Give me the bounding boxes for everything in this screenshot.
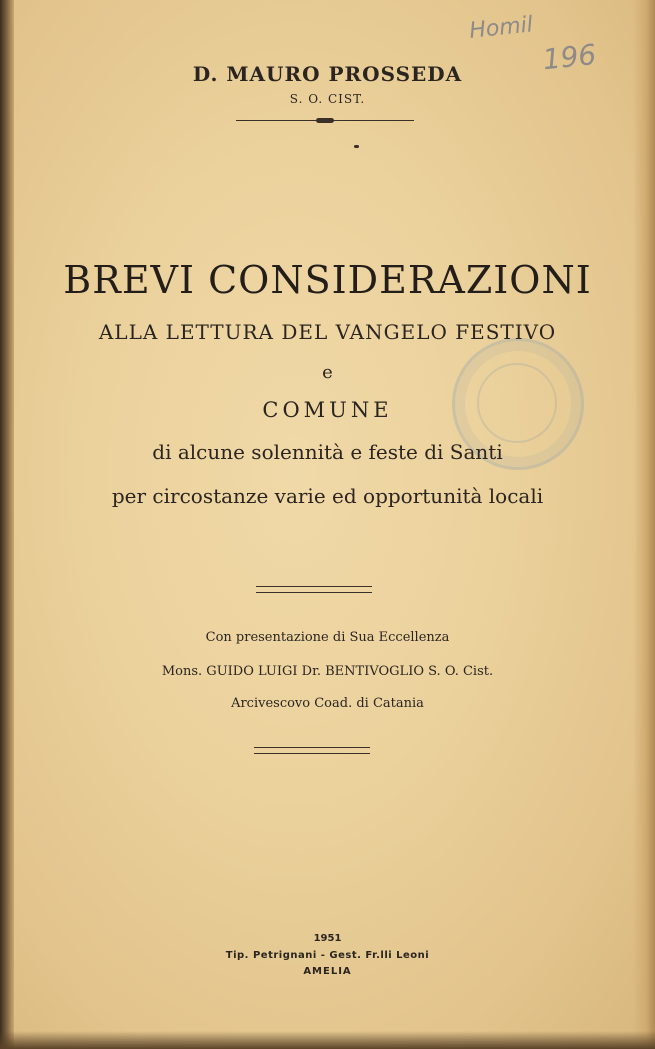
author-name: D. MAURO PROSSEDA — [192, 62, 463, 86]
book-spine-shadow — [0, 0, 14, 1049]
handwritten-line-1: Homil — [468, 12, 535, 44]
publication-year: 1951 — [313, 933, 342, 944]
page-edge-right — [633, 0, 655, 1049]
presentation-line-3: Arcivescovo Coad. di Catania — [231, 696, 424, 711]
header-ornament-center — [316, 118, 334, 123]
author-order: S. O. CIST. — [289, 92, 366, 106]
double-rule-divider — [254, 747, 370, 754]
book-subtitle-4: per circostanze varie ed opportunità locali — [111, 484, 544, 508]
handwritten-line-2: 196 — [541, 37, 598, 77]
book-subtitle-1: ALLA LETTURA DEL VANGELO FESTIVO — [98, 320, 557, 344]
publication-city: AMELIA — [303, 966, 352, 977]
double-rule-divider — [256, 586, 372, 593]
presentation-line-1: Con presentazione di Sua Eccellenza — [205, 630, 450, 645]
ink-mark — [354, 145, 359, 148]
book-subtitle-2: COMUNE — [262, 398, 393, 422]
presentation-line-2: Mons. GUIDO LUIGI Dr. BENTIVOGLIO S. O. Cist. — [161, 664, 494, 679]
book-title: BREVI CONSIDERAZIONI — [63, 258, 592, 302]
book-subtitle-3: di alcune solennità e feste di Santi — [152, 440, 503, 464]
printer-name: Tip. Petrignani - Gest. Fr.lli Leoni — [225, 950, 430, 961]
book-subtitle-conjunction: e — [322, 362, 333, 383]
page-edge-bottom — [0, 1031, 655, 1049]
